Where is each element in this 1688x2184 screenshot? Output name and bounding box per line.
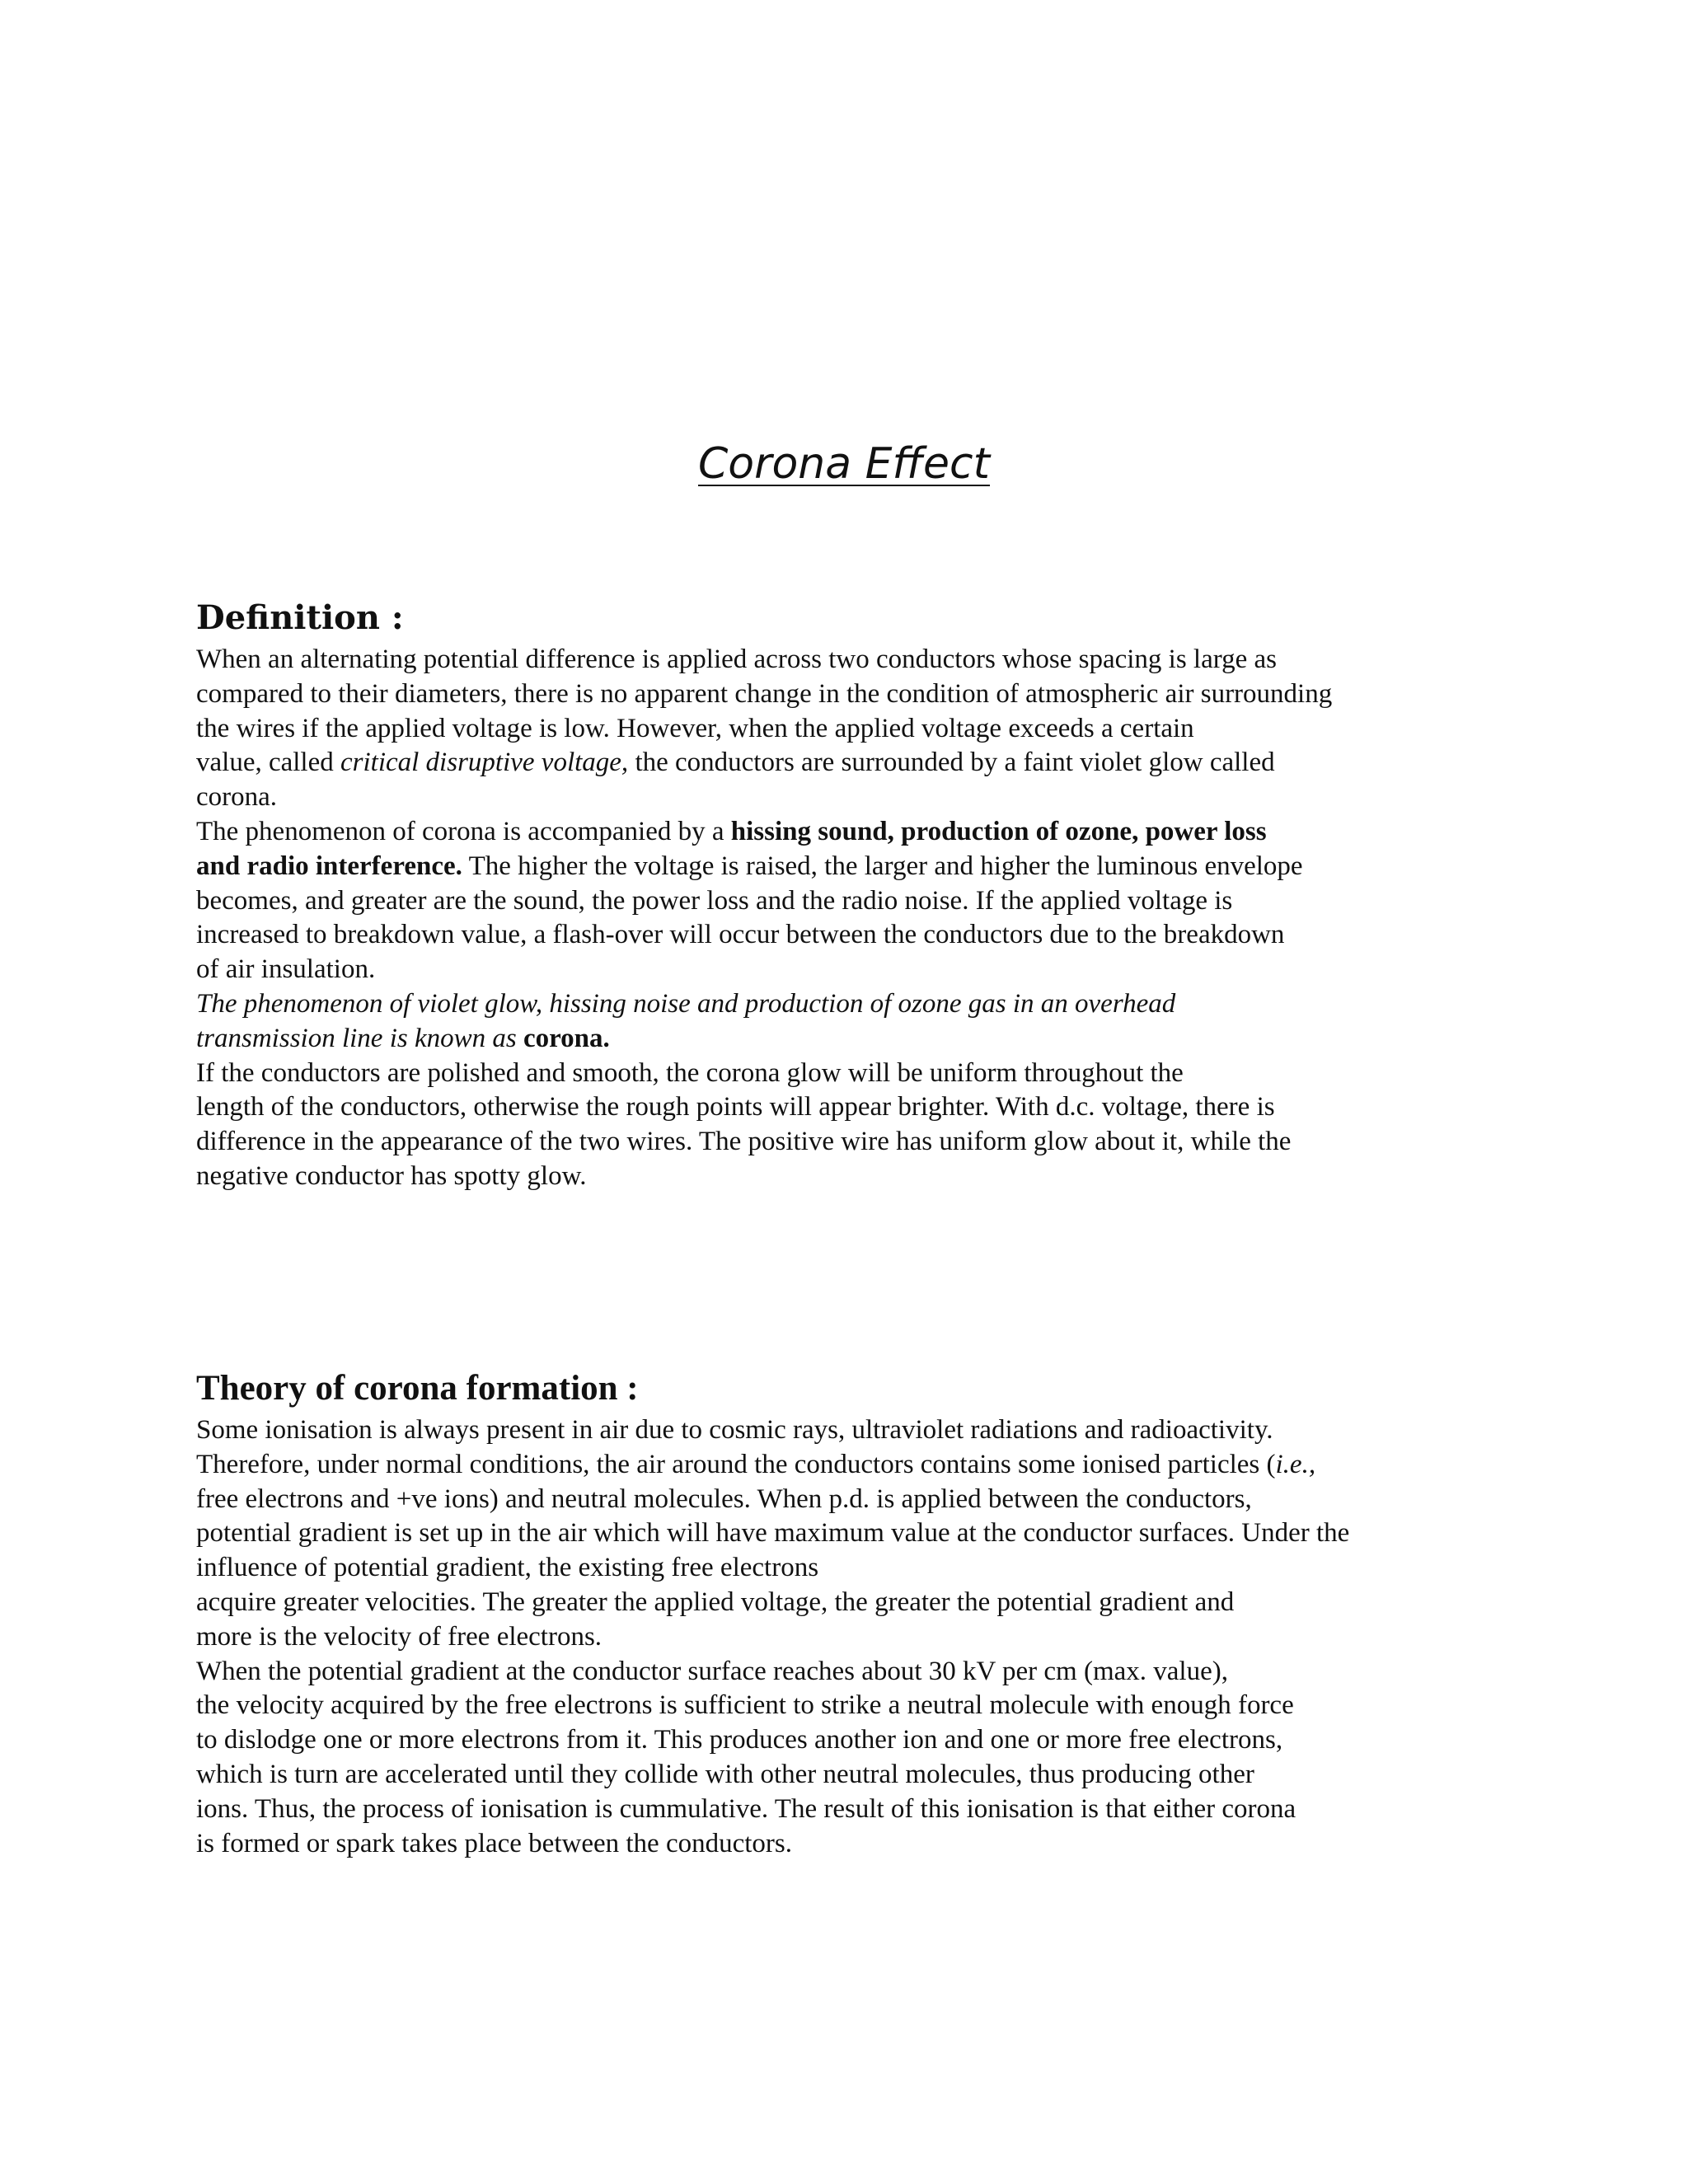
paragraph-line: compared to their diameters, there is no apparent change in the condition of atmospheric air surrounding <box>196 678 1333 709</box>
bold-phrase: hissing sound, production of ozone, power loss <box>730 816 1267 846</box>
paragraph-line: to dislodge one or more electrons from it. This produces another ion and one or more free electrons, <box>196 1725 1283 1755</box>
italic-definition-line: The phenomenon of violet glow, hissing noise and production of ozone gas in an overhead <box>196 988 1176 1019</box>
paragraph-line <box>196 1448 1498 1483</box>
paragraph-line: negative conductor has spotty glow. <box>196 1160 587 1191</box>
paragraph-line: ions. Thus, the process of ionisation is cummulative. The result of this ionisation is that either corona <box>196 1793 1296 1824</box>
paragraph-line: acquire greater velocities. The greater the applied voltage, the greater the potential gradient and <box>196 1586 1235 1617</box>
paragraph-line: length of the conductors, otherwise the rough points will appear brighter. With d.c. voltage, there is <box>196 1092 1275 1122</box>
paragraph-line: the wires if the applied voltage is low. However, when the applied voltage exceeds a certain <box>196 713 1194 743</box>
paragraph-line: If the conductors are polished and smooth, the corona glow will be uniform throughout the <box>196 1057 1184 1088</box>
line-text: The higher the voltage is raised, the larger and higher the luminous envelope <box>462 851 1303 881</box>
paragraph-line: When an alternating potential difference is applied across two conductors whose spacing is large as <box>196 644 1278 674</box>
paragraph-line <box>196 1022 1498 1057</box>
paragraph-line: corona. <box>196 782 278 813</box>
page-title: Corona Effect <box>697 439 991 489</box>
corona-term: corona. <box>523 1023 610 1053</box>
paragraph-line: which is turn are accelerated until they collide with other neutral molecules, thus producing other <box>196 1759 1254 1789</box>
theory-section <box>196 1364 1498 1861</box>
theory-heading: Theory of corona formation : <box>196 1369 639 1408</box>
critical-disruptive-voltage-term: critical disruptive voltage, <box>340 748 629 778</box>
definition-heading: Definition : <box>196 598 404 637</box>
ie-abbreviation: i.e., <box>1275 1449 1316 1479</box>
paragraph-line: of air insulation. <box>196 954 376 985</box>
bold-phrase: and radio interference. <box>196 851 462 881</box>
line-text: value, called <box>196 748 340 778</box>
definition-section <box>196 593 1498 1194</box>
paragraph-line: Some ionisation is always present in air due to cosmic rays, ultraviolet radiations and radioactivity. <box>196 1415 1273 1445</box>
paragraph-line <box>196 850 1498 884</box>
paragraph-line: difference in the appearance of the two wires. The positive wire has uniform glow about it, while the <box>196 1127 1292 1157</box>
paragraph-line: When the potential gradient at the conductor surface reaches about 30 kV per cm (max. value), <box>196 1656 1228 1686</box>
paragraph-line: increased to breakdown value, a flash-over will occur between the conductors due to the breakdown <box>196 920 1285 950</box>
paragraph-line: influence of potential gradient, the existing free electrons <box>196 1553 819 1583</box>
italic-definition-text: transmission line is known as <box>196 1023 523 1053</box>
line-text: The phenomenon of corona is accompanied by a <box>196 816 731 846</box>
paragraph-line: free electrons and +ve ions) and neutral molecules. When p.d. is applied between the conductors, <box>196 1483 1252 1514</box>
paragraph-line <box>196 815 1498 850</box>
paragraph-line: the velocity acquired by the free electrons is sufficient to strike a neutral molecule with enough force <box>196 1690 1294 1721</box>
paragraph-line: is formed or spark takes place between the conductors. <box>196 1828 792 1858</box>
paragraph-line: potential gradient is set up in the air which will have maximum value at the conductor surfaces. Under the <box>196 1518 1350 1549</box>
paragraph-line: more is the velocity of free electrons. <box>196 1621 603 1652</box>
paragraph-line <box>196 746 1498 780</box>
line-text: the conductors are surrounded by a faint violet glow called <box>628 748 1275 778</box>
paragraph-line: becomes, and greater are the sound, the power loss and the radio noise. If the applied voltage is <box>196 885 1233 916</box>
line-text: Therefore, under normal conditions, the air around the conductors contains some ionised particles ( <box>196 1449 1276 1479</box>
